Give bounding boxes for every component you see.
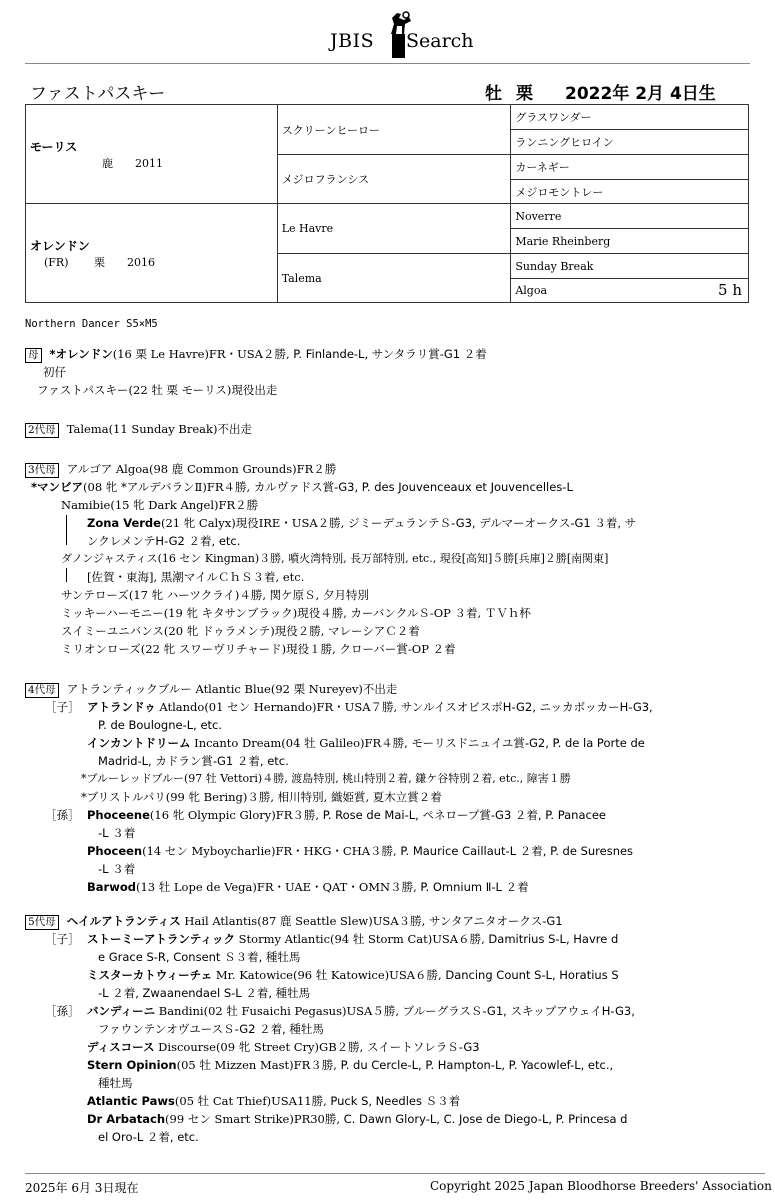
g3-item-6: サンテローズ(17 牝 ハーツクライ)４勝, 関ケ原Ｓ, 夕月特別	[61, 588, 369, 602]
first-foal: 初仔	[43, 365, 66, 379]
g5-item-10-text: (99 セン Smart Strike)PR30勝,	[165, 1112, 344, 1126]
g3-item-5: [佐賀・東海], 黒潮マイルＣｈＳ３着, etc.	[87, 570, 305, 584]
sire-name[interactable]: モーリス	[30, 139, 78, 154]
g3-item-0-races: カルヴァドス賞-G3, P. des Jouvenceaux et Jouvencelles-L	[253, 480, 573, 494]
g5-item-4-pre: ［孫］	[45, 1004, 80, 1018]
sire-cell	[26, 105, 278, 204]
footer-rule	[25, 1173, 765, 1174]
g5-item-6-text: Discourse(09 牝 Street Cry)GB２勝,	[154, 1040, 367, 1054]
fifth-dam-tag: 5代母	[25, 915, 59, 930]
g4-item-0-races: サンルイスオビスポH-G2, ニッカボッカーH-G3,	[400, 700, 653, 714]
third-dam-tag: 3代母	[25, 463, 59, 478]
gen3-8[interactable]: Algoa	[515, 284, 548, 297]
horse-color: 栗	[516, 84, 533, 104]
g4-item-2-text: Incanto Dream(04 牡 Galileo)FR４勝,	[190, 736, 412, 750]
third-dam-section	[25, 460, 755, 658]
g4-item-9: -L ３着	[98, 862, 136, 876]
fifth-dam-name[interactable]: ヘイルアトランティス	[66, 914, 181, 928]
g5-item-9-text: (05 牡 Cat Thief)USA11勝,	[174, 1094, 331, 1108]
foal-line: ファストパスキー(22 牡 栗 モーリス)現役出走	[37, 383, 278, 397]
g4-item-6	[25, 806, 755, 824]
g5-item-0-text: Stormy Atlantic(94 牡 Storm Cat)USA６勝,	[235, 932, 489, 946]
g4-item-8-text: (14 セン Myboycharlie)FR・HKG・CHA３勝,	[142, 844, 401, 858]
g4-item-10	[25, 878, 755, 896]
second-dam-tag: 2代母	[25, 423, 59, 438]
horse-header	[30, 79, 750, 104]
g5-item-10-races: C. Dawn Glory-L, C. Jose de Diego-L, P. Princesa d	[343, 1112, 628, 1126]
g5-item-7-name[interactable]: Stern Opinion	[87, 1058, 177, 1072]
fifth-dam-text: Hail Atlantis(87 鹿 Seattle Slew)USA３勝,	[180, 914, 429, 928]
fourth-dam-line: アトランティックブルー Atlantic Blue(92 栗 Nureyev)不出走	[66, 682, 398, 696]
g5-item-3: -L ２着, Zwaanendael S-L ２着, 種牡馬	[98, 986, 311, 1000]
g4-item-2-races: モーリスドニュイユ賞-G2, P. de la Porte de	[411, 736, 645, 750]
dam-section	[25, 345, 755, 399]
g3-item-9: ミリオンローズ(22 牝 スワーヴリチャード)現役１勝, クローバー賞-OP ２着	[61, 642, 456, 656]
inbreeding-note: Northern Dancer S5×M5	[25, 318, 158, 330]
logo-jbis-text: JBIS	[330, 30, 375, 52]
g4-item-3: Madrid-L, カドラン賞-G1 ２着, etc.	[98, 754, 289, 768]
g4-item-0-name[interactable]: アトランドゥ	[87, 700, 156, 714]
g5-item-0-pre: ［子］	[45, 932, 80, 946]
g5-item-4-name[interactable]: バンディーニ	[87, 1004, 156, 1018]
g3-item-1: Namibie(15 牝 Dark Angel)FR２勝	[61, 498, 259, 512]
horse-sex: 牡	[485, 84, 502, 104]
g4-item-0-pre: ［子］	[45, 700, 80, 714]
fourth-dam-section	[25, 680, 755, 896]
g5-item-2	[25, 966, 755, 984]
g3-item-0	[25, 478, 755, 496]
g4-item-5: *ブリストルパリ(99 牝 Bering)３勝, 相川特別, 織姫賞, 夏木立賞２着	[81, 790, 442, 804]
g4-item-2	[25, 734, 755, 752]
g5-item-5: ファウンテンオヴユースＳ-G2 ２着, 種牡馬	[98, 1022, 324, 1036]
g5-item-9	[25, 1092, 755, 1110]
cross-count: 5 h	[718, 281, 742, 299]
dam-line-text: (16 栗 Le Havre)FR・USA２勝,	[112, 347, 294, 361]
fifth-dam-races: サンタアニタオークス-G1	[428, 914, 563, 928]
dam-detail: (FR) 栗 2016	[44, 255, 155, 269]
g5-item-0-name[interactable]: ストーミーアトランティック	[87, 932, 236, 946]
g4-item-0	[25, 698, 755, 716]
gen3-7[interactable]: Sunday Break	[511, 254, 749, 279]
g3-item-3: ンクレメンテH-G2 ２着, etc.	[87, 534, 241, 548]
header-rule	[25, 63, 750, 64]
third-dam-line: アルゴア Algoa(98 鹿 Common Grounds)FR２勝	[66, 462, 337, 476]
g5-item-6	[25, 1038, 755, 1056]
tree-bar-2	[66, 568, 67, 582]
g4-item-10-races: P. Omnium Ⅱ-L ２着	[420, 880, 529, 894]
g3-item-8: スイミーユニバンス(20 牝 ドゥラメンテ)現役２勝, マレーシアＣ２着	[61, 624, 420, 638]
dam-sire[interactable]: Le Havre	[277, 204, 511, 254]
g5-item-2-races: Dancing Count S-L, Horatius S	[445, 968, 619, 982]
second-dam-line: Talema(11 Sunday Break)不出走	[66, 422, 252, 436]
gen3-4[interactable]: メジロモントレー	[511, 180, 749, 204]
g5-item-11: el Oro-L ２着, etc.	[98, 1130, 199, 1144]
footer-date: 2025年 6月 3日現在	[25, 1181, 139, 1195]
gen3-5[interactable]: Noverre	[511, 204, 749, 229]
g3-item-0-text: (08 牝 *アルデバランⅡ)FR４勝,	[83, 480, 254, 494]
g5-item-4-races: ブルーグラスＳ-G1, スキップアウェイH-G3,	[402, 1004, 635, 1018]
horse-birthdate: 2022年 2月 4日生	[565, 84, 716, 104]
g4-item-0-text: Atlando(01 セン Hernando)FR・USA７勝,	[155, 700, 401, 714]
g4-item-6-races: P. Rose de Mai-L, ペネロープ賞-G3 ２着, P. Panacee	[322, 808, 606, 822]
g4-item-7: -L ３着	[98, 826, 136, 840]
g4-item-8-name[interactable]: Phoceen	[87, 844, 143, 858]
g3-item-0-name[interactable]: *マンビア	[31, 480, 84, 494]
g4-item-10-name[interactable]: Barwod	[87, 880, 136, 894]
g5-item-6-races: スイートソレラＳ-G3	[367, 1040, 480, 1054]
g4-item-2-name[interactable]: インカントドリーム	[87, 736, 191, 750]
dam-tag: 母	[25, 348, 42, 363]
gen3-2[interactable]: ランニングヒロイン	[511, 130, 749, 155]
footer-copyright: Copyright 2025 Japan Bloodhorse Breeders' Association	[430, 1179, 772, 1193]
g5-item-7-races: P. du Cercle-L, P. Hampton-L, P. Yacowlef-L, etc.,	[340, 1058, 614, 1072]
g3-item-2-races: ジミーデュランテＳ-G3, デルマーオークス-G1 ３着, サ	[347, 516, 637, 530]
g5-item-0	[25, 930, 755, 948]
g4-item-1: P. de Boulogne-L, etc.	[98, 718, 223, 732]
g5-item-9-races: Puck S, Needles Ｓ３着	[330, 1094, 461, 1108]
g3-item-2-name[interactable]: Zona Verde	[87, 516, 161, 530]
dam-dam[interactable]: Talema	[277, 254, 511, 303]
gen3-3[interactable]: カーネギー	[511, 155, 749, 180]
jbis-search-logo[interactable]	[325, 10, 474, 54]
g4-item-4: *ブルーレッドブルー(97 牡 Vettori)４勝, 渡島特別, 桃山特別２着, 鎌ケ谷特別２着, etc., 障害１勝	[81, 772, 571, 785]
g5-item-7-text: (05 牡 Mizzen Mast)FR３勝,	[176, 1058, 341, 1072]
g5-item-2-text: Mr. Katowice(96 牡 Katowice)USA６勝,	[212, 968, 446, 982]
g4-item-6-name[interactable]: Phoceene	[87, 808, 150, 822]
gen3-8-cell	[511, 279, 749, 303]
second-dam-section	[25, 420, 755, 438]
g5-item-0-races: Damitrius S-L, Havre d	[488, 932, 619, 946]
g5-item-4-text: Bandini(02 牡 Fusaichi Pegasus)USA５勝,	[155, 1004, 403, 1018]
g5-item-6-name[interactable]: ディスコース	[87, 1040, 155, 1054]
gen3-6[interactable]: Marie Rheinberg	[511, 229, 749, 254]
g4-item-10-text: (13 牡 Lope de Vega)FR・UAE・QAT・OMN３勝,	[135, 880, 421, 894]
g5-item-10-name[interactable]: Dr Arbatach	[87, 1112, 166, 1126]
dam-cell	[26, 204, 278, 303]
g4-item-8-races: P. Maurice Caillaut-L ２着, P. de Suresnes	[400, 844, 634, 858]
g5-item-9-name[interactable]: Atlantic Paws	[87, 1094, 175, 1108]
fifth-dam-section	[25, 912, 755, 1146]
g5-item-4	[25, 1002, 755, 1020]
g3-item-4: ダノンジャスティス(16 セン Kingman)３勝, 噴火湾特別, 長万部特別, etc., 現役[高知]５勝[兵庫]２勝[南関東]	[61, 552, 609, 565]
fourth-dam-tag: 4代母	[25, 683, 59, 698]
g5-item-2-name[interactable]: ミスターカトウィーチェ	[87, 968, 213, 982]
logo-search-text: Search	[406, 30, 474, 52]
g4-item-6-text: (16 牝 Olympic Glory)FR３勝,	[149, 808, 323, 822]
g5-item-10	[25, 1110, 755, 1128]
gen3-1[interactable]: グラスワンダー	[511, 105, 749, 130]
g5-item-1: e Grace S-R, Consent Ｓ３着, 種牡馬	[98, 950, 301, 964]
sire-sire[interactable]: スクリーンヒーロー	[277, 105, 511, 155]
pedigree-table	[25, 104, 749, 303]
tree-bar-1	[66, 515, 67, 545]
dam-name[interactable]: オレンドン	[30, 238, 90, 253]
g3-item-2-text: (21 牝 Calyx)現役IRE・USA２勝,	[160, 516, 348, 530]
g3-item-7: ミッキーハーモニー(19 牝 キタサンブラック)現役４勝, カーバンクルＳ-OP ３着, ＴＶｈ杯	[61, 606, 531, 620]
dam-line-races: P. Finlande-L, サンタラリ賞-G1 ２着	[293, 347, 487, 361]
g4-item-8	[25, 842, 755, 860]
horse-name: ファストパスキー	[30, 84, 166, 104]
g5-item-7	[25, 1056, 755, 1074]
g5-item-8: 種牡馬	[98, 1076, 133, 1090]
logo-box	[392, 34, 405, 58]
g3-item-2	[25, 514, 755, 532]
sire-dam[interactable]: メジロフランシス	[277, 155, 511, 204]
g4-item-6-pre: ［孫］	[45, 808, 80, 822]
dam-line-name[interactable]: *オレンドン	[49, 347, 113, 361]
sire-detail: 鹿 2011	[102, 156, 163, 170]
